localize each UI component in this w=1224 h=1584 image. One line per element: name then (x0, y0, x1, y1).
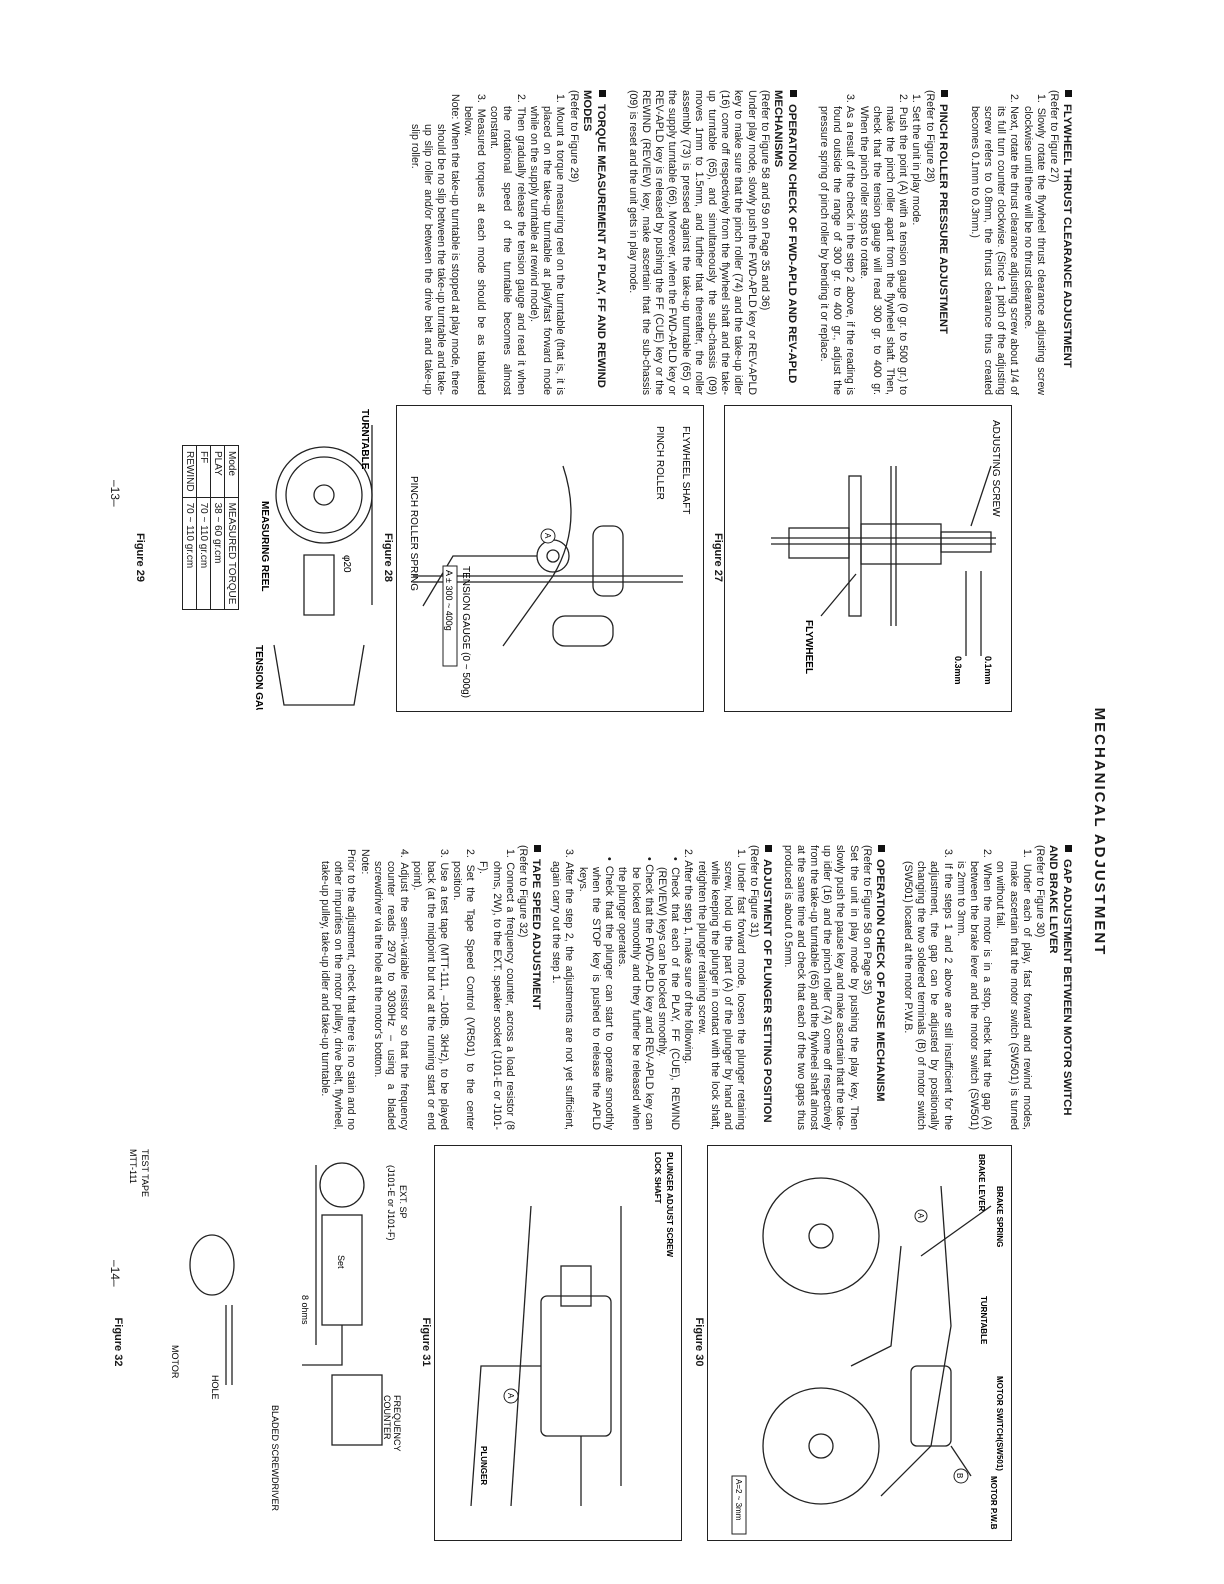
label-motor-switch: MOTOR SWITCH(SW501) (995, 1376, 1004, 1471)
figure-32 (112, 1145, 412, 1539)
step: 1. Slowly rotate the flywheel thrust clearance adjusting screw clockwise until there will be no thrust clearance. (1021, 94, 1047, 395)
section-ref: (Refer to Figure 27) (1048, 90, 1060, 183)
label-point-a: A (543, 533, 552, 539)
step: 3. If the steps 1 and 2 above are still insufficient for the adjustment, the gap can be adjusted by positionally changing the two soldered terminals (B) of motor switch (SW501) located at the motor P.W.B. (901, 849, 954, 1130)
step: 2. When the motor is in a stop, check that the gap (A) between the brake lever and the motor switch (SW501) is 2mm to 3mm. (954, 849, 994, 1130)
label-ext-sp: EXT. SP (398, 1185, 408, 1219)
label-a: A (916, 1213, 925, 1219)
torque-reel-diagram (129, 405, 374, 710)
section-ref: (Refer to Figure 29) (567, 90, 580, 183)
label-frequency: FREQUENCY (392, 1395, 402, 1452)
label-flywheel-shaft: FLYWHEEL SHAFT (680, 426, 691, 515)
section-title: ADJUSTMENT OF PLUNGER SETTING POSITION (761, 859, 774, 1123)
section-ref: (Refer to Figure 30) (1034, 845, 1046, 938)
label-gauge: TENSION GAUGE (253, 645, 264, 710)
torque-section (408, 90, 608, 395)
note-label: Note: (358, 849, 371, 875)
label-pinch-roller: PINCH ROLLER (654, 426, 665, 500)
label-screwdriver: BLADED SCREWDRIVER (270, 1405, 280, 1512)
section-body: Under play mode, slowly push the FWD-APLD key or REV-APLD key to make sure that the pinch roller (74) and the take-up idler (16) come off respectively from the flywheel shaft and the take-up turntable (65), and simultaneously the sub-chassis (09) moves 1mm to 1.5mm, and further that thereafter, the roller assembly (73) is pressed against the take-up turntable (65) or the supply turntable (66). Moreover, when the FWD-APLD key or REV-APLD key is released by pushing the FF (CUE) key or the REWIND (REVIEW) key, make ascertain that the sub-chassis (09) is reset and the unit gets in play mode. (626, 90, 758, 395)
step: 2. Next, rotate the thrust clearance adjusting screw about 1/4 of its full turn counter clockwise. (Since 1 pitch of the adjusting screw refers to 0.8mm, the thrust clearance thus created becomes 0.1mm to 0.3mm.) (968, 94, 1021, 395)
table-header: Mode (225, 446, 239, 498)
bullet-square (790, 90, 797, 97)
section-ref: (Refer to Figure 32) (517, 845, 530, 938)
bullet-item: • Check that the FWD-APLD key and REV-APLD key can be locked smoothly and they further be released when the plunger operates. (616, 857, 655, 1130)
step: 2. Push the point (A) with a tension gauge (0 gr. to 500 gr.) to make the pinch roller apart from the flywheel shaft. Then, check that the tension gauge will read 300 gr. to 400 gr. When the pinch roller stops to rotate. (857, 94, 910, 395)
figure-28 (396, 405, 704, 712)
label-spring: PINCH ROLLER SPRING (408, 476, 419, 592)
table-cell: 70 ~ 110 gr.cm (183, 497, 197, 610)
label-diameter: φ20 (341, 555, 352, 573)
step: 2. Then gradually release the tension gauge and read it when the rotational speed of the turntable becomes almost constant. (488, 94, 527, 395)
label-turntable: TURNTABLE (979, 1296, 988, 1345)
figure-30 (707, 1145, 1012, 1541)
step: 1. Under fast forward mode, loosen the plunger retaining screw, hold up the part (A) of the plunger by hand and while keeping the plunger in contact with the lock shaft, retighten the plunger retaining screw. (695, 849, 748, 1130)
table-row (183, 446, 197, 610)
step: 1. Mount a torque measuring reel on the turntable (that is, it is placed on the take-up turntable at play/fast forward mode while on the supply turntable at rewind mode). (527, 94, 567, 395)
note: Note: When the take-up turntable is stopped at play mode, there should be no slip between the take-up turntable and take-up slip roller and/or between the drive belt and take-up slip roller. (409, 94, 461, 395)
section-title: OPERATION CHECK OF FWD-APLD AND REV-APLD MECHANISMS (771, 90, 798, 384)
note-body: Prior to the adjustment, check that there is no stain and no other impurities on the motor pulley, drive belt, flywheel, take-up pulley, take-up idler and take-up turntable. (319, 849, 358, 1130)
label-lock-shaft: LOCK SHAFT (653, 1152, 662, 1204)
page-number-left: –13– (108, 480, 122, 507)
step: 2. After the step 1, make sure of the following. (682, 849, 695, 1064)
figure-29 (129, 405, 374, 710)
tape-speed-diagram (112, 1145, 412, 1539)
bullet-square (1065, 90, 1072, 97)
table-cell: REWIND (183, 446, 197, 498)
label-gauge-value: A ± 300 ~ 400g (444, 570, 454, 631)
step: 3. As a result of the check in the step 2 above, if the reading is found outside the range of 300 gr. to 400 gr., adjust the pressure spring of pinch roller by bending it or replace. (817, 94, 857, 395)
table-cell: PLAY (211, 446, 225, 498)
label-plunger-screw: PLUNGER ADJUST SCREW (665, 1152, 674, 1258)
label-tape: TEST TAPE (140, 1149, 150, 1198)
tape-section (318, 845, 543, 1130)
bullet-square (599, 90, 606, 97)
figure-caption: Figure 28 (382, 533, 394, 582)
section-title: OPERATION CHECK OF PAUSE MECHANISM (873, 859, 886, 1102)
step: 4. Adjust the semi-variable resistor so that the frequency counter reads 2970 to 3030Hz – using a bladed screwdriver via the hole at the motor's bottom. (371, 849, 411, 1130)
step: 3. Measured torques at each mode should be as tabulated below. (461, 94, 488, 395)
label-motor: MOTOR (170, 1345, 180, 1379)
section-title: TAPE SPEED ADJUSTMENT (530, 859, 543, 1010)
label-motor-pwb: MOTOR P.W.B (989, 1476, 998, 1530)
flywheel-diagram (725, 406, 1011, 711)
figure-27 (724, 405, 1012, 712)
step: 2. Set the Tape Speed Control (VR501) to the center position. (451, 849, 477, 1130)
step: 3. Use a test tape (MTT-111, –10dB, 3kHz), to be played back (at the midpoint but not at the running start or end point). (411, 849, 450, 1130)
bullet-square (1065, 845, 1072, 852)
step: 1. Connect a frequency counter, across a load resistor (8 ohms, 2W), to the EXT. speaker socket (J101-E or J101-F). (477, 849, 516, 1130)
bullet-square (534, 845, 541, 852)
pinch-section (817, 90, 950, 395)
section-title: FLYWHEEL THRUST CLEARANCE ADJUSTMENT (1061, 104, 1073, 368)
section-title: GAP ADJUSTMENT BETWEEN MOTOR SWITCH AND BRAKE LEVER (1047, 845, 1073, 1116)
label-brake-lever: BRAKE LEVER (977, 1154, 986, 1212)
label-a: A (506, 1393, 515, 1399)
label-plunger: PLUNGER (479, 1446, 488, 1486)
label-hole: HOLE (210, 1375, 220, 1400)
table-row (211, 446, 225, 610)
bullet-square (941, 90, 948, 97)
label-tape-model: MTT-111 (128, 1149, 138, 1184)
figure-caption: Figure 31 (420, 1317, 432, 1367)
pinch-roller-diagram (397, 406, 703, 711)
figure-31 (434, 1145, 682, 1541)
right-text-column (318, 845, 1082, 1130)
bullet-item: • Check that the plunger can start to operate smoothly when the STOP key is pushed to release the APLD keys. (576, 857, 616, 1130)
label-flywheel: FLYWHEEL (803, 620, 814, 675)
label-dim: 0.3mm (953, 656, 963, 685)
label-counter: COUNTER (382, 1395, 392, 1440)
figure-caption: Figure 29 (134, 533, 146, 582)
section-ref: (Refer to Figure 58 on Page 35) (860, 845, 873, 995)
bullet-square (878, 845, 885, 852)
step: 1. Under each of play, fast forward and rewind modes, make ascertain that the motor switch (SW501) is turned on without fail. (994, 849, 1033, 1130)
table-row (225, 446, 239, 610)
bullet-square (765, 845, 772, 852)
figure-caption: Figure 30 (693, 1317, 705, 1367)
step: 3. After the step 2, the adjustments are not yet sufficient, again carry out the step 1. (550, 849, 576, 1130)
brake-lever-diagram (708, 1146, 1011, 1540)
label-set: Set (336, 1255, 346, 1269)
table-row (197, 446, 211, 610)
rotated-page (100, 80, 1112, 1584)
label-ohms: 8 ohms (300, 1295, 310, 1325)
page-title: MECHANICAL ADJUSTMENT (1091, 707, 1108, 957)
operation-fwd-section (626, 90, 799, 395)
table-cell: 38 ~ 60 gr.cm (211, 497, 225, 610)
table-cell: FF (197, 446, 211, 498)
plunger-section (549, 845, 774, 1130)
label-gap: A=2 ~ 3mm (734, 1479, 743, 1521)
label-socket: (J101-E or J101-F) (386, 1165, 396, 1241)
torque-table (182, 445, 239, 610)
table-cell: 70 ~ 110 gr.cm (197, 497, 211, 610)
page-number-right: –14– (108, 1260, 122, 1287)
flywheel-section (968, 90, 1074, 395)
label-reel: MEASURING REEL (259, 501, 270, 592)
section-title: TORQUE MEASUREMENT AT PLAY, FF AND REWIND MODES (580, 90, 607, 388)
plunger-diagram (435, 1146, 681, 1540)
left-text-column (408, 90, 1082, 395)
label-b: B (955, 1473, 964, 1479)
figure-caption: Figure 32 (112, 1317, 124, 1367)
gap-section (901, 845, 1074, 1130)
table-header: MEASURED TORQUE (225, 497, 239, 610)
label-dim: 0.1mm (983, 656, 993, 685)
label-adjusting-screw: ADJUSTING SCREW (990, 420, 1001, 517)
bullet-item: • Check that each of the PLAY, FF (CUE), REWIND (REVIEW) keys can be locked smoothly. (655, 857, 682, 1130)
step: 1. Set the unit in play mode. (910, 94, 923, 226)
section-title: PINCH ROLLER PRESSURE ADJUSTMENT (936, 104, 949, 334)
pause-section (780, 845, 886, 1130)
label-gauge: TENSION GAUGE (0 ~ 500g) (460, 566, 471, 698)
label-brake-spring: BRAKE SPRING (995, 1186, 1004, 1248)
section-body: Set the unit in play mode by pushing the play key. Then slowly push the pause key and make ascertain that the take-up idler (16) and the pinch roller (74) come off respectively from the take-up turntable (65) and the flywheel shaft almost at the same time and check that each of the two gaps thus produced is about 0.5mm. (781, 845, 860, 1130)
figure-caption: Figure 27 (712, 533, 724, 582)
section-ref: (Refer to Figure 28) (923, 90, 936, 183)
section-ref: (Refer to Figure 58 and 59 on Page 35 and 36) (758, 90, 771, 311)
section-ref: (Refer to Figure 31) (748, 845, 761, 938)
label-turntable: TURNTABLE (359, 409, 370, 470)
